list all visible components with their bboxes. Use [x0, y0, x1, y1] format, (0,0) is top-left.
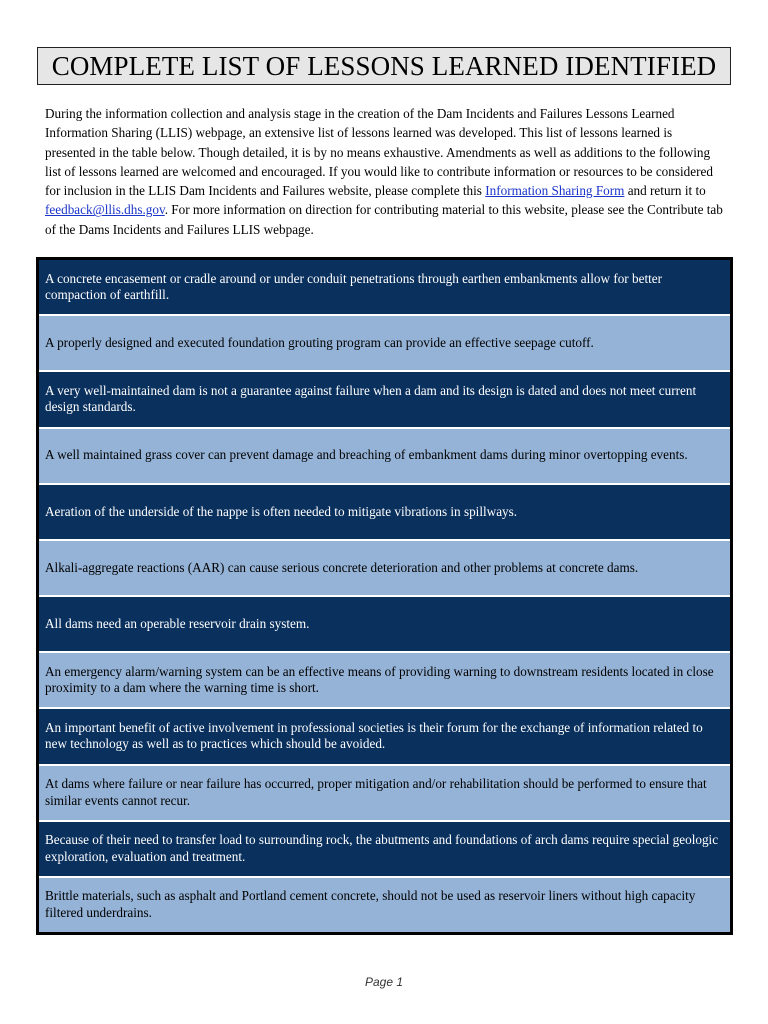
table-row: An emergency alarm/warning system can be an effective means of providing warning to downstream residents located in close proximity to a dam where the warning time is short.: [39, 651, 730, 707]
intro-text-2: and return it to: [624, 183, 706, 199]
page-number: Page 1: [364, 975, 404, 989]
table-row: Brittle materials, such as asphalt and Portland cement concrete, should not be used as reservoir liners without high capacity filtered underdrains.: [39, 876, 730, 932]
page-title: COMPLETE LIST OF LESSONS LEARNED IDENTIFIED: [51, 50, 717, 81]
lessons-table: [36, 257, 733, 935]
intro-text-1: During the information collection and analysis stage in the creation of the Dam Incidents and Failures Lessons Learned Information Sharing (LLIS) webpage, an extensive list of lessons learned was developed. This list of lessons learned is presented in the table below. Though detailed, it is by no means exhaustive. Amendments as well as additions to the following list of lessons learned are welcomed and encouraged. If you would like to contribute information or resources to be considered for inclusion in the LLIS Dam Incidents and Failures website, please complete this: [45, 106, 713, 199]
feedback-email-link[interactable]: feedback@llis.dhs.gov: [45, 202, 165, 218]
table-row: An important benefit of active involvement in professional societies is their forum for the exchange of information related to new technology as well as to practices which should be avoided.: [39, 707, 730, 763]
table-row: A concrete encasement or cradle around or under conduit penetrations through earthen embankments allow for better compaction of earthfill.: [39, 260, 730, 314]
table-row: A properly designed and executed foundation grouting program can provide an effective seepage cutoff.: [39, 314, 730, 370]
table-row: A well maintained grass cover can prevent damage and breaching of embankment dams during minor overtopping events.: [39, 427, 730, 483]
table-row: Alkali-aggregate reactions (AAR) can cause serious concrete deterioration and other problems at concrete dams.: [39, 539, 730, 595]
intro-text-3: . For more information on direction for contributing material to this website, please see the Contribute tab of the Dams Incidents and Failures LLIS webpage.: [45, 202, 723, 237]
title-box: [37, 47, 731, 85]
table-row: Aeration of the underside of the nappe is often needed to mitigate vibrations in spillways.: [39, 483, 730, 539]
table-row: A very well-maintained dam is not a guarantee against failure when a dam and its design is dated and does not meet current design standards.: [39, 370, 730, 426]
intro-paragraph: [45, 104, 725, 239]
information-sharing-form-link[interactable]: Information Sharing Form: [485, 183, 625, 199]
table-row: At dams where failure or near failure has occurred, proper mitigation and/or rehabilitation should be performed to ensure that similar events cannot recur.: [39, 764, 730, 820]
table-row: All dams need an operable reservoir drain system.: [39, 595, 730, 651]
table-row: Because of their need to transfer load to surrounding rock, the abutments and foundations of arch dams require special geologic exploration, evaluation and treatment.: [39, 820, 730, 876]
